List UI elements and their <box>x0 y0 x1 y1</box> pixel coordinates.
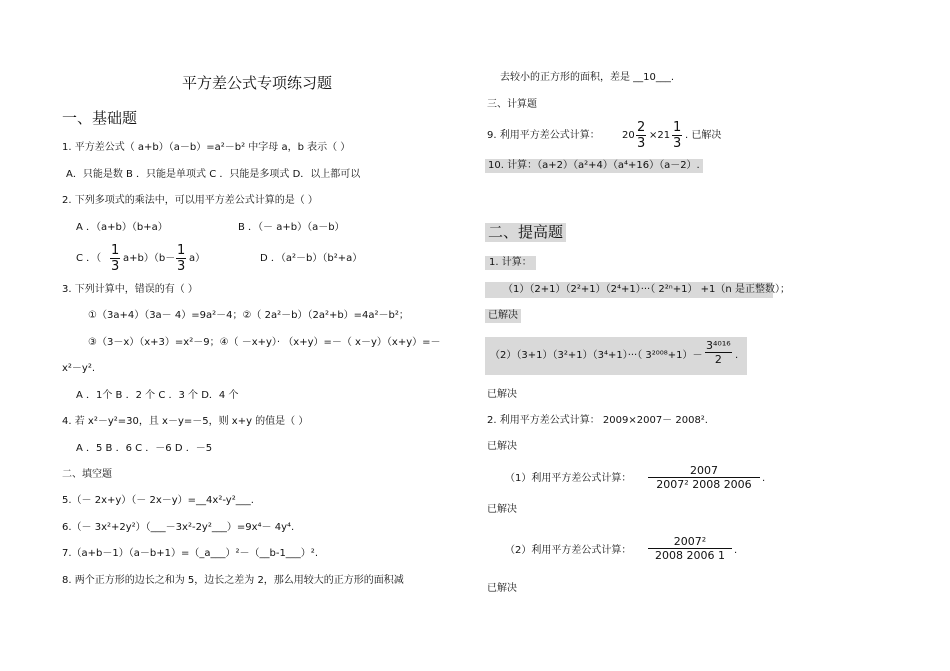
page-title: 平方差公式专项练习题 <box>182 74 333 92</box>
section-basic-heading: 一、基础题 <box>62 109 138 127</box>
question-10: 10. 计算：（a+2）（a²+4）（a⁴+16）（a－2）. <box>485 159 703 173</box>
question-7: 7.（a+b－1）（a－b+1）=（_a___）²－（__b-1___）². <box>62 548 318 559</box>
question-9-label: 9. 利用平方差公式计算： <box>487 130 600 141</box>
fraction-one-third <box>110 244 120 273</box>
advanced-question-1: 1. 计算： <box>485 256 536 270</box>
advanced-question-2-part-1-label: （1）利用平方差公式计算： <box>505 473 632 484</box>
fraction-2007-squared-over-expression <box>648 536 732 561</box>
fraction-3-power-over-2 <box>705 340 732 365</box>
fraction-numerator: 2 <box>637 120 646 135</box>
solved-status: 已解决 <box>487 441 517 452</box>
question-2-option-c-label: C ．（ <box>76 253 102 264</box>
question-1-options: A．只能是数 B ．只能是单项式 C ．只能是多项式 D．以上都可以 <box>66 169 361 180</box>
question-2-option-c-text: a） <box>189 253 206 264</box>
fraction-denominator: 3 <box>673 136 682 151</box>
question-2-option-b: B ．（－ a+b）（a－b） <box>238 222 345 233</box>
fraction-two-thirds <box>636 121 646 150</box>
fraction-numerator: 2007 <box>690 464 718 477</box>
question-3-line-1: ①（3a+4）（3a－ 4）=9a²－4；②（ 2a²－b）（2a²+b）=4a²－b²； <box>88 310 409 321</box>
period: . <box>734 545 738 556</box>
question-9-times-21: ×21 <box>649 130 671 141</box>
advanced-question-2: 2. 利用平方差公式计算： 2009×2007－ 2008². <box>487 415 708 426</box>
question-2: 2. 下列多项式的乘法中，可以用平方差公式计算的是（ ） <box>62 195 318 206</box>
advanced-question-2-part-2-label: （2）利用平方差公式计算： <box>505 545 632 556</box>
question-5: 5.（－ 2x+y）（－ 2x－y）=__4x²-y²___. <box>62 495 254 506</box>
fraction-numerator: 3⁴⁰¹⁶ <box>706 339 731 352</box>
section-advanced-heading: 二、提高题 <box>485 223 566 242</box>
question-9-status: . 已解决 <box>685 130 722 141</box>
question-6: 6.（－ 3x²+2y²）（___－3x²-2y²___）=9x⁴－ 4y⁴. <box>62 522 295 533</box>
fraction-one-third <box>176 244 186 273</box>
solved-status: 已解决 <box>487 583 517 594</box>
section-fill-in-heading: 二、填空题 <box>62 469 112 480</box>
question-3-line-2: ③（3－x）（x+3）=x²－9；④（ －x+y）· （x+y）=－（ x－y）（x+y）=－ <box>88 337 441 348</box>
question-8-continued: 去较小的正方形的面积，差是 __10___. <box>500 72 675 83</box>
question-1: 1. 平方差公式（ a+b）（a－b）=a²－b² 中字母 a，b 表示（ ） <box>62 142 351 153</box>
solved-status: 已解决 <box>487 389 517 400</box>
question-2-option-c-text: a+b）（b－ <box>123 253 176 264</box>
fraction-numerator: 1 <box>111 243 120 258</box>
fraction-one-third <box>672 121 682 150</box>
question-2-option-d: D ．（a²－b）（b²+a） <box>260 253 363 264</box>
solved-status: 已解决 <box>487 504 517 515</box>
fraction-numerator: 2007² <box>673 535 707 548</box>
fraction-numerator: 1 <box>673 120 682 135</box>
question-4: 4. 若 x²－y²=30，且 x－y=－5，则 x+y 的值是（ ） <box>62 416 309 427</box>
question-9-number-20: 20 <box>622 130 635 141</box>
period: . <box>735 350 739 361</box>
period: . <box>762 473 766 484</box>
fraction-numerator: 1 <box>177 243 186 258</box>
question-4-options: A ．5 B ．6 C ．－6 D ．－5 <box>76 443 213 454</box>
advanced-question-1-part-2: （2）（3+1）（3²+1）（3⁴+1）···（ 3²⁰⁰⁸+1）－ <box>490 350 703 361</box>
fraction-denominator: 3 <box>111 259 120 274</box>
fraction-denominator: 2007² 2008 2006 <box>656 478 752 491</box>
question-3-options: A ．1个 B ．2 个 C ．3 个 D．4 个 <box>76 390 239 401</box>
fraction-denominator: 3 <box>637 136 646 151</box>
fraction-denominator: 3 <box>177 259 186 274</box>
fraction-denominator: 2 <box>714 353 722 366</box>
advanced-question-1-part-1: （1）（2+1）（2²+1）（2⁴+1）···（ 2²ⁿ+1） +1（n 是正整数）； <box>485 282 773 298</box>
question-8: 8. 两个正方形的边长之和为 5，边长之差为 2，那么用较大的正方形的面积减 <box>62 575 404 586</box>
section-calculation-heading: 三、计算题 <box>487 99 537 110</box>
question-3-line-3: x²－y². <box>62 363 96 374</box>
fraction-denominator: 2008 2006 1 <box>655 549 725 562</box>
question-3: 3. 下列计算中，错误的有（ ） <box>62 284 198 295</box>
fraction-2007-over-product <box>648 465 760 490</box>
solved-status: 已解决 <box>485 309 521 323</box>
question-2-option-a: A ．（a+b）（b+a） <box>76 222 168 233</box>
